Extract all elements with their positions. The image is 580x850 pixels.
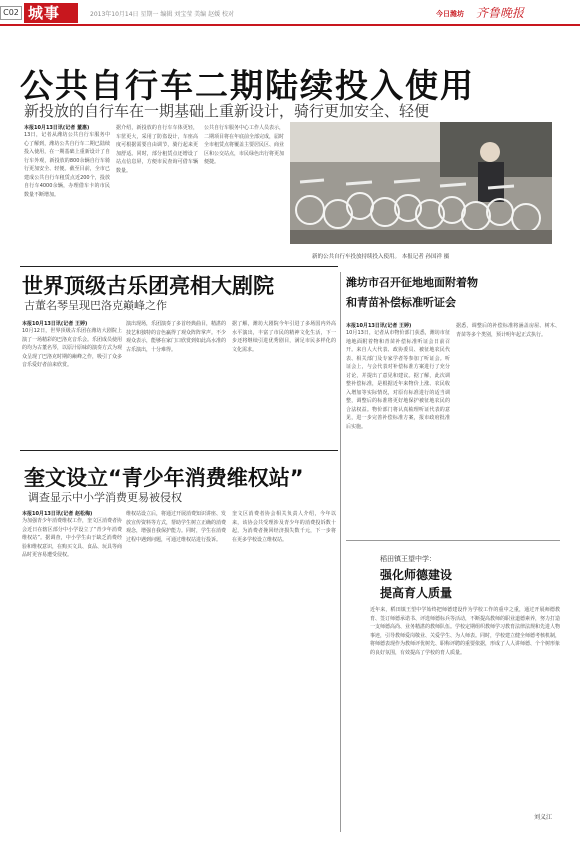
article3-title: 奎文设立“青少年消费维权站” bbox=[24, 466, 304, 490]
divider-article1 bbox=[20, 266, 338, 267]
article4-col1 bbox=[346, 322, 450, 512]
article4-lead: 本报10月13日讯(记者 王婷) bbox=[346, 323, 412, 329]
article3-subtitle: 调查显示中小学消费更易被侵权 bbox=[28, 491, 182, 504]
article1-lead: 本报10月13日讯(记者 董惠) bbox=[24, 125, 90, 131]
article5-author: 刘义江 bbox=[534, 814, 553, 821]
article2-title: 世界顶级古乐团亮相大剧院 bbox=[22, 274, 274, 298]
article3-body1: 为加强青少年消费维权工作，奎文区消费者协会近日在辖区部分中小学设立了“青少年消费维权站”。据调查，中小学生由于缺乏消费经验和维权意识，在购买文具、食品、玩具等商品时更容易遭受侵权。 bbox=[22, 518, 122, 558]
bicycle-rack-illustration bbox=[290, 122, 552, 244]
article1-body1: 13日，记者从潍坊公共自行车服务中心了解到，潍坊公共自行车二期已陆续投入使用，在一期基础上重新设计了自行车外观，新投放的800余辆自行车骑行更加安全、轻便。截至目前，全市已建成公共自行车租赁点近200个，投放自行车4000余辆，办理借车卡的市民数量不断增加。 bbox=[24, 132, 110, 198]
article3-body2: 维权站设立后，将通过开展消费知识讲座、发放宣传资料等方式，帮助学生树立正确的消费观念，增强自我保护能力。同时，学生在消费过程中遇到问题，可通过维权站进行投诉。 bbox=[126, 511, 226, 543]
article1-body3: 公共自行车服务中心工作人员表示，二期项目将在年底前全部完成，届时全市租赁点将覆盖主要居民区、商业区和公交站点，市民绿色出行将更加便捷。 bbox=[204, 125, 284, 165]
article5-title-line2: 提高育人质量 bbox=[380, 586, 453, 600]
article4-title-line1: 潍坊市召开征地地面附着物 bbox=[346, 276, 478, 289]
column-divider bbox=[340, 272, 341, 832]
article5-body: 近年来，稻田镇王望中学始终把师德建设作为学校工作的重中之重，通过开展师德教育、签订师德承诺书、评选师德标兵等活动，不断提高教师的职业道德素养，努力打造一支师德高尚、业务精湛的教师队伍。学校定期组织教师学习教育法律法规和先进人物事迹，引导教师爱岗敬业、关爱学生、为人师表。同时，学校建立健全师德考核机制，将师德表现作为教师评优树先、职称评聘的重要依据，形成了人人讲师德、个个树形象的良好氛围，有效提高了学校的育人质量。 bbox=[370, 607, 560, 656]
article2-subtitle: 古董名琴呈现巴洛克巅峰之作 bbox=[24, 299, 167, 312]
article1-title: 公共自行车二期陆续投入使用 bbox=[20, 66, 475, 105]
article2-body1: 10月12日，世界顶级古乐团在潍坊大剧院上演了一场精彩的巴洛克音乐会。乐团成员使用的均为古董名琴，以原汁原味的演奏方式为观众呈现了巴洛克时期的巅峰之作，吸引了众多音乐爱好者前来欣赏。 bbox=[22, 328, 122, 368]
article2-body2: 演出现场，乐团演奏了多首经典曲目，精湛的技艺和独特的音色赢得了观众阵阵掌声。不少观众表示，能够在家门口欣赏到如此高水准的古乐演出，十分难得。 bbox=[126, 321, 226, 353]
header-divider bbox=[0, 24, 580, 26]
section-title: 城事 bbox=[28, 4, 61, 22]
divider-article4 bbox=[346, 540, 560, 541]
article5-title-line1: 强化师德建设 bbox=[380, 568, 453, 582]
article4-body: 10月13日，记者从市物价部门获悉，潍坊市征地地面附着物和青苗补偿标准听证会日前召开。来自人大代表、政协委员、被征地农民代表、相关部门及专家学者等参加了听证会。听证会上，与会代表对补偿标准方案进行了充分讨论，并提出了意见和建议。据了解，此次调整补偿标准，是根据近年来物价上涨、农民收入增加等实际情况，对原有标准进行的适当调整，调整后的标准将更好地保护被征地农民的合法权益。物价部门将认真梳理听证代表的意见，进一步完善补偿标准方案，报市政府批准后实施。 bbox=[346, 330, 450, 430]
divider-article2 bbox=[20, 450, 338, 451]
article3-body3: 奎文区消费者协会相关负责人介绍，今年以来，该协会共受理涉及青少年的消费投诉数十起，为消费者挽回经济损失数千元，下一步将在更多学校设立维权站。 bbox=[232, 511, 336, 543]
newspaper-logo: 齐鲁晚报 bbox=[476, 6, 525, 20]
bicycle-photo bbox=[290, 122, 552, 244]
article3-col1 bbox=[22, 510, 122, 720]
article2-lead: 本报10月13日讯(记者 王婷) bbox=[22, 321, 88, 327]
photo-caption: 新的公共自行车投放持续投入使用。 本报记者 孙国祥 摄 bbox=[312, 254, 450, 260]
page-code: C02 bbox=[0, 6, 22, 20]
article2-body3: 据了解，潍坊大剧院今年引进了多场国内外高水平演出，丰富了市民的精神文化生活，下一步还将继续引进优秀剧目，满足市民多样化的文化需求。 bbox=[232, 321, 336, 353]
article4-body2: 据悉，调整后的补偿标准将涵盖房屋、树木、青苗等多个类别，预计明年起正式执行。 bbox=[456, 323, 560, 338]
article5-kicker: 稻田镇王望中学： bbox=[380, 555, 436, 563]
article3-lead: 本报10月13日讯(记者 赵松梅) bbox=[22, 511, 93, 517]
article2-col1 bbox=[22, 320, 122, 446]
page-header bbox=[0, 0, 580, 26]
issue-meta: 2013年10月14日 星期一 编辑 刘宝莹 美编 赵媛 校对 bbox=[90, 11, 234, 18]
article1-col1 bbox=[24, 124, 110, 266]
article1-body2: 据介绍，新投放的自行车车体更轻，车筐更大，采用了防盗设计，车座高度可根据需要自由调节，骑行起来更加舒适。同时，部分租赁点还增设了站点信息屏，方便市民查询可借车辆数量。 bbox=[116, 125, 198, 174]
article1-subtitle: 新投放的自行车在一期基础上重新设计，骑行更加安全、轻便 bbox=[24, 102, 430, 120]
brand-slogan: 今日潍坊 bbox=[436, 10, 464, 18]
article4-title-line2: 和青苗补偿标准听证会 bbox=[346, 296, 456, 309]
